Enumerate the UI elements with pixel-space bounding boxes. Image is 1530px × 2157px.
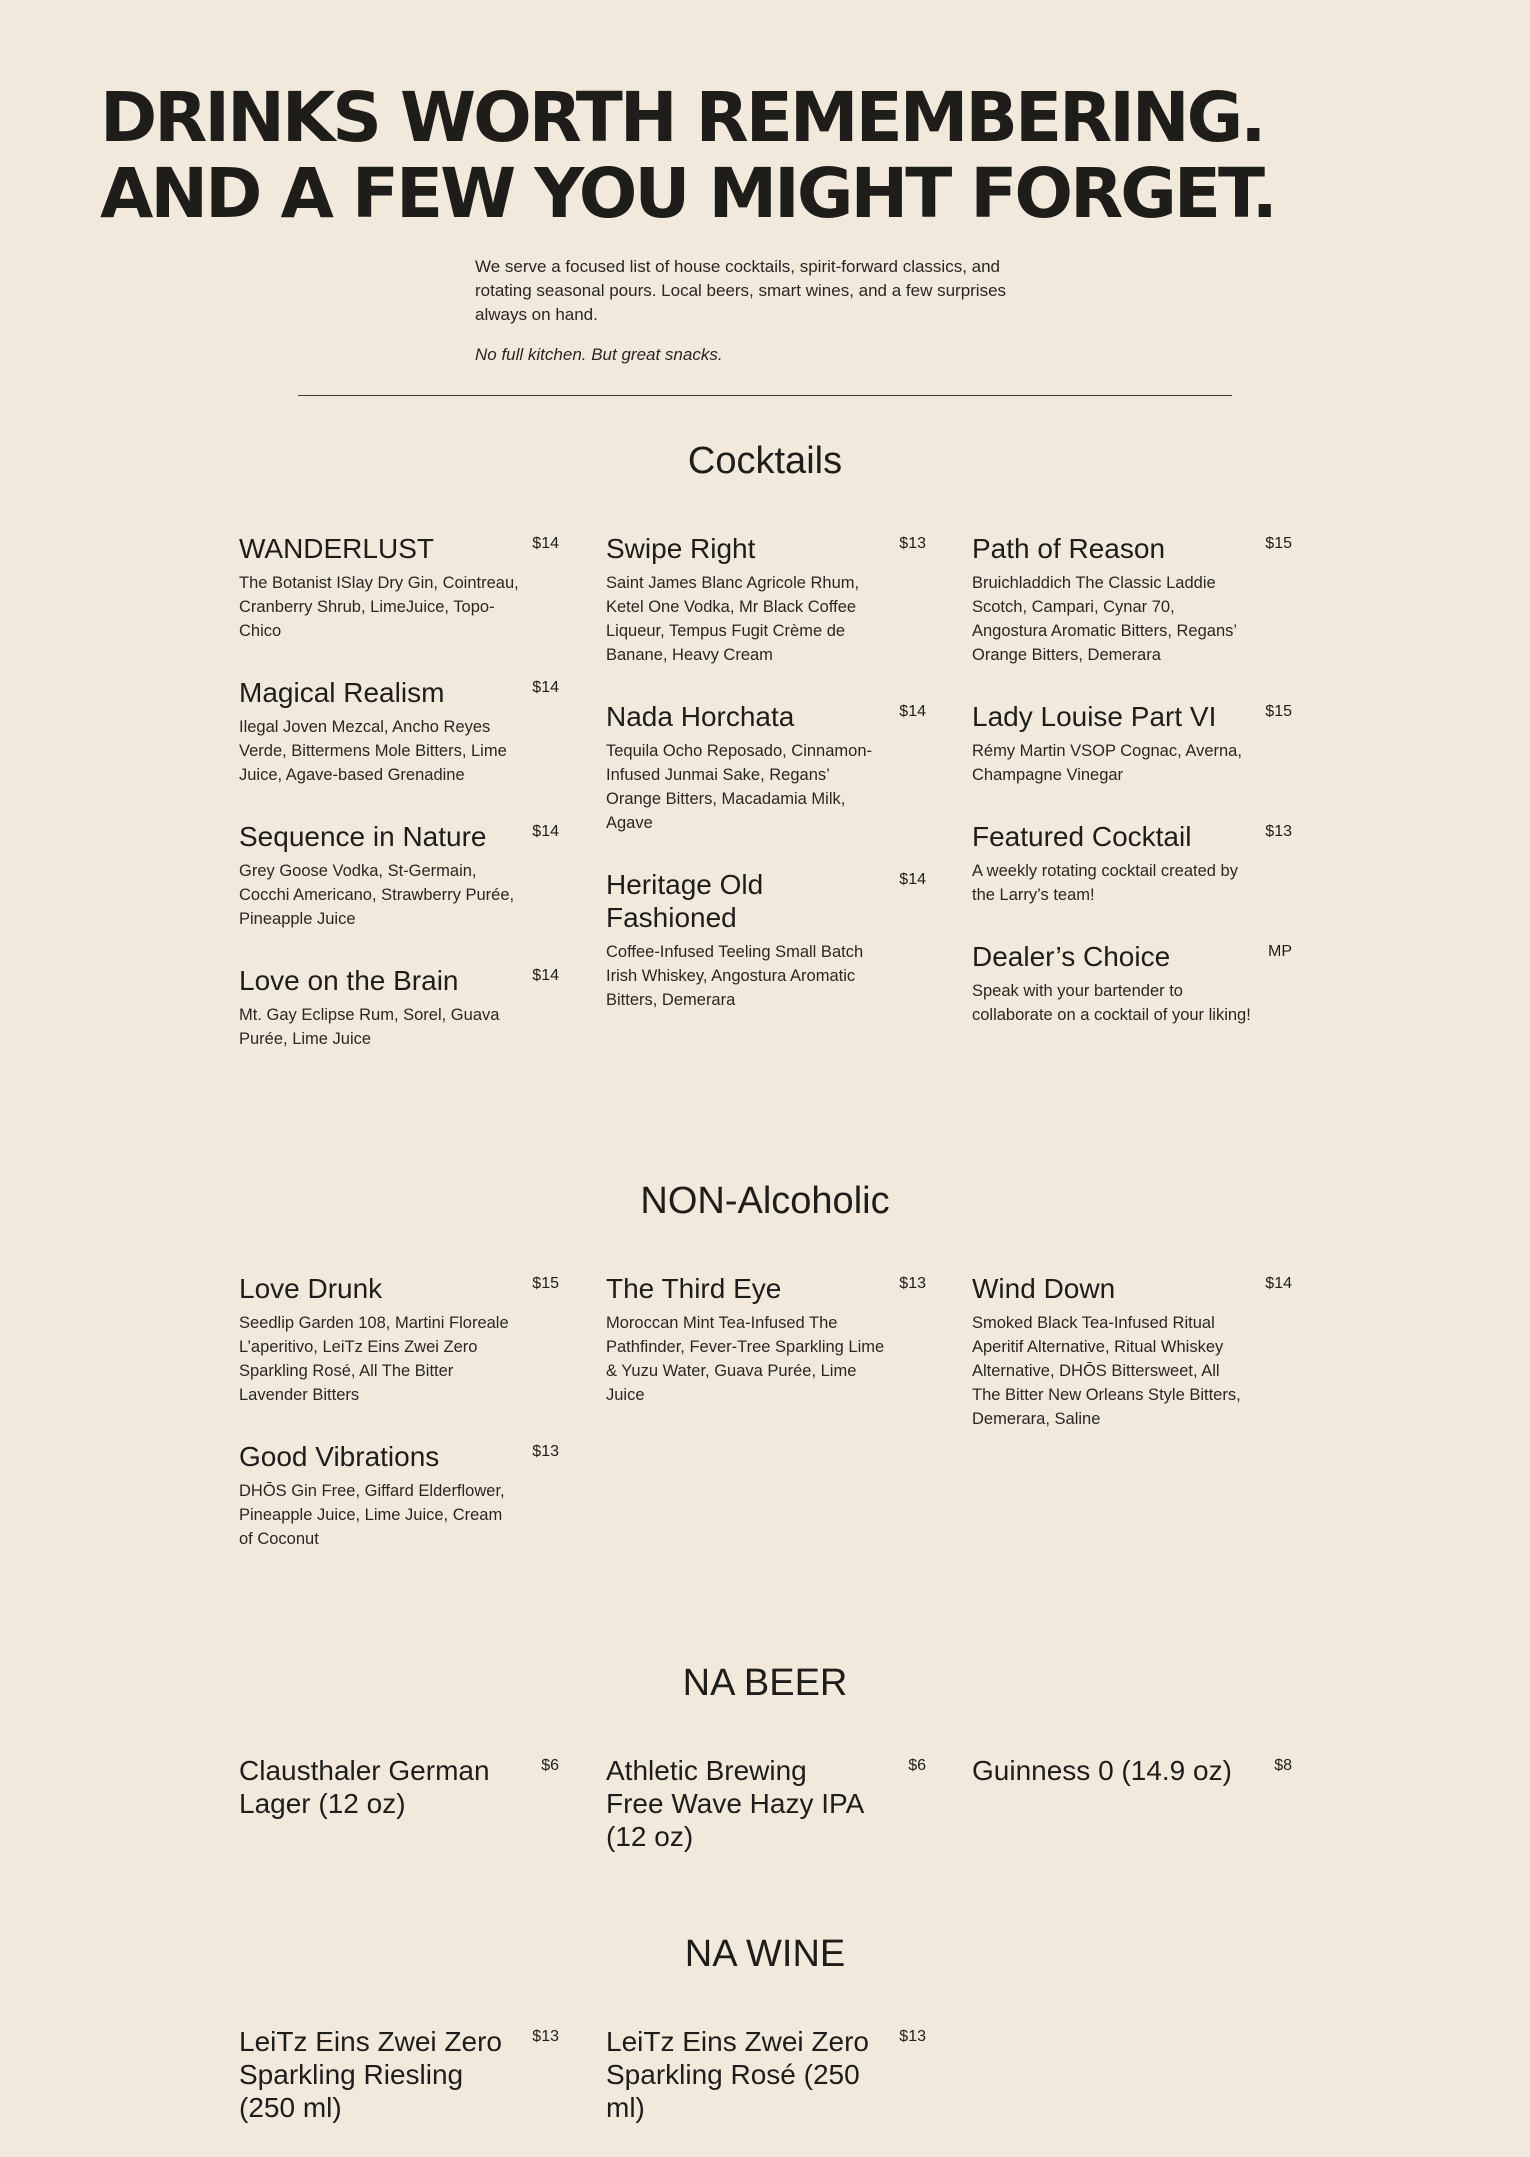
item-name: Dealer’s Choice [972, 941, 1171, 972]
menu-item [972, 820, 1292, 907]
non-alcoholic-column-1 [239, 1272, 559, 1584]
menu-item [606, 532, 926, 667]
item-name: Clausthaler German Lager (12 oz) [239, 1755, 490, 1819]
item-name: Love on the Brain [239, 965, 459, 996]
item-price: $14 [532, 679, 559, 696]
item-name: Good Vibrations [239, 1441, 440, 1472]
item-description: Mt. Gay Eclipse Rum, Sorel, Guava Purée, Lime Juice [239, 1006, 500, 1048]
item-name: Featured Cocktail [972, 821, 1192, 852]
na-wine-column-2 [606, 2025, 926, 2157]
item-name: Love Drunk [239, 1273, 383, 1304]
item-name: Path of Reason [972, 533, 1166, 564]
non-alcoholic-column-3 [972, 1272, 1292, 1464]
section-title-non-alcoholic: NON-Alcoholic [640, 1180, 890, 1222]
item-description: Grey Goose Vodka, St-Germain, Cocchi Americano, Strawberry Purée, Pineapple Juice [239, 862, 515, 928]
item-price: $13 [532, 1443, 559, 1460]
item-price: $14 [532, 967, 559, 984]
item-description: Moroccan Mint Tea-Infused The Pathfinder, Fever-Tree Sparkling Lime & Yuzu Water, Guava Purée, Lime Juice [606, 1314, 885, 1404]
item-price: $6 [541, 1757, 559, 1774]
item-description: Seedlip Garden 108, Martini Floreale L’aperitivo, LeiTz Eins Zwei Zero Sparkling Rosé, All The Bitter Lavender Bitters [239, 1314, 509, 1404]
item-price: $13 [899, 535, 926, 552]
na-beer-column-2 [606, 1754, 926, 1886]
item-price: $14 [899, 871, 926, 888]
section-title-na-beer: NA BEER [682, 1662, 848, 1704]
item-price: $13 [532, 2028, 559, 2045]
cocktails-column-3 [972, 532, 1292, 1060]
item-description: Ilegal Joven Mezcal, Ancho Reyes Verde, Bittermens Mole Bitters, Lime Juice, Agave-based Grenadine [239, 718, 507, 784]
page-title: DRINKS WORTH REMEMBERING. AND A FEW YOU MIGHT FORGET. [100, 78, 1275, 234]
menu-item [239, 2025, 559, 2124]
intro-text: We serve a focused list of house cocktails, spirit-forward classics, and rotating seasonal pours. Local beers, smart wines, and a few surprises always on hand. [475, 257, 1007, 324]
item-name: Heritage Old Fashioned [606, 869, 764, 933]
section-title-cocktails: Cocktails [687, 440, 843, 482]
intro-note: No full kitchen. But great snacks. [475, 345, 723, 364]
item-description: A weekly rotating cocktail created by the Larry’s team! [972, 862, 1238, 904]
item-description: Rémy Martin VSOP Cognac, Averna, Champagne Vinegar [972, 742, 1242, 784]
item-description: Saint James Blanc Agricole Rhum, Ketel One Vodka, Mr Black Coffee Liqueur, Tempus Fugit Crème de Banane, Heavy Cream [606, 574, 860, 664]
item-price: $13 [899, 1275, 926, 1292]
menu-item [239, 964, 559, 1051]
item-price: MP [1268, 943, 1292, 960]
na-beer-column-1 [239, 1754, 559, 1853]
item-description: Bruichladdich The Classic Laddie Scotch, Campari, Cynar 70, Angostura Aromatic Bitters, Regans’ Orange Bitters, Demerara [972, 574, 1237, 664]
item-description: DHŌS Gin Free, Giffard Elderflower, Pineapple Juice, Lime Juice, Cream of Coconut [239, 1482, 505, 1548]
item-name: Athletic Brewing Free Wave Hazy IPA (12 oz) [606, 1755, 863, 1852]
menu-item [972, 1754, 1292, 1787]
item-description: Speak with your bartender to collaborate on a cocktail of your liking! [972, 982, 1251, 1024]
item-description: Coffee-Infused Teeling Small Batch Irish Whiskey, Angostura Aromatic Bitters, Demerara [606, 943, 864, 1009]
menu-item [606, 700, 926, 835]
item-price: $13 [899, 2028, 926, 2045]
menu-item [239, 532, 559, 643]
item-name: Nada Horchata [606, 701, 795, 732]
item-name: The Third Eye [606, 1273, 782, 1304]
item-name: Magical Realism [239, 677, 445, 708]
non-alcoholic-column-2 [606, 1272, 926, 1440]
item-name: WANDERLUST [239, 533, 434, 564]
cocktails-column-1 [239, 532, 559, 1084]
menu-item [606, 1272, 926, 1407]
cocktails-column-2 [606, 532, 926, 1045]
item-name: Sequence in Nature [239, 821, 487, 852]
menu-item [239, 1440, 559, 1551]
item-description: Tequila Ocho Reposado, Cinnamon-Infused Junmai Sake, Regans’ Orange Bitters, Macadamia Milk, Agave [606, 742, 872, 832]
item-price: $15 [1265, 535, 1292, 552]
menu-item [606, 1754, 926, 1853]
menu-item [239, 676, 559, 787]
item-price: $6 [908, 1757, 926, 1774]
item-description: The Botanist ISlay Dry Gin, Cointreau, Cranberry Shrub, LimeJuice, Topo-Chico [239, 574, 519, 640]
item-name: LeiTz Eins Zwei Zero Sparkling Riesling (250 ml) [239, 2026, 502, 2123]
menu-item [239, 820, 559, 931]
item-price: $14 [899, 703, 926, 720]
menu-item [972, 1272, 1292, 1431]
item-price: $14 [532, 535, 559, 552]
item-price: $14 [532, 823, 559, 840]
item-price: $15 [532, 1275, 559, 1292]
item-name: Swipe Right [606, 533, 756, 564]
menu-item [972, 532, 1292, 667]
menu-item [972, 700, 1292, 787]
item-name: Guinness 0 (14.9 oz) [972, 1755, 1232, 1786]
divider [298, 395, 1232, 396]
item-name: Lady Louise Part VI [972, 701, 1217, 732]
item-price: $8 [1274, 1757, 1292, 1774]
intro [475, 255, 1055, 367]
na-wine-column-1 [239, 2025, 559, 2157]
item-price: $14 [1265, 1275, 1292, 1292]
menu-item [239, 1272, 559, 1407]
item-name: LeiTz Eins Zwei Zero Sparkling Rosé (250 ml) [606, 2026, 869, 2123]
item-name: Wind Down [972, 1273, 1116, 1304]
item-description: Smoked Black Tea-Infused Ritual Aperitif Alternative, Ritual Whiskey Alternative, DHŌS Bittersweet, All The Bitter New Orleans Style Bitters, Demerara, Saline [972, 1314, 1241, 1428]
menu-item [606, 868, 926, 1012]
menu-item [606, 2025, 926, 2124]
na-beer-column-3 [972, 1754, 1292, 1820]
section-title-na-wine: NA WINE [684, 1933, 846, 1975]
menu-item [239, 1754, 559, 1820]
item-price: $13 [1265, 823, 1292, 840]
item-price: $15 [1265, 703, 1292, 720]
menu-item [972, 940, 1292, 1027]
